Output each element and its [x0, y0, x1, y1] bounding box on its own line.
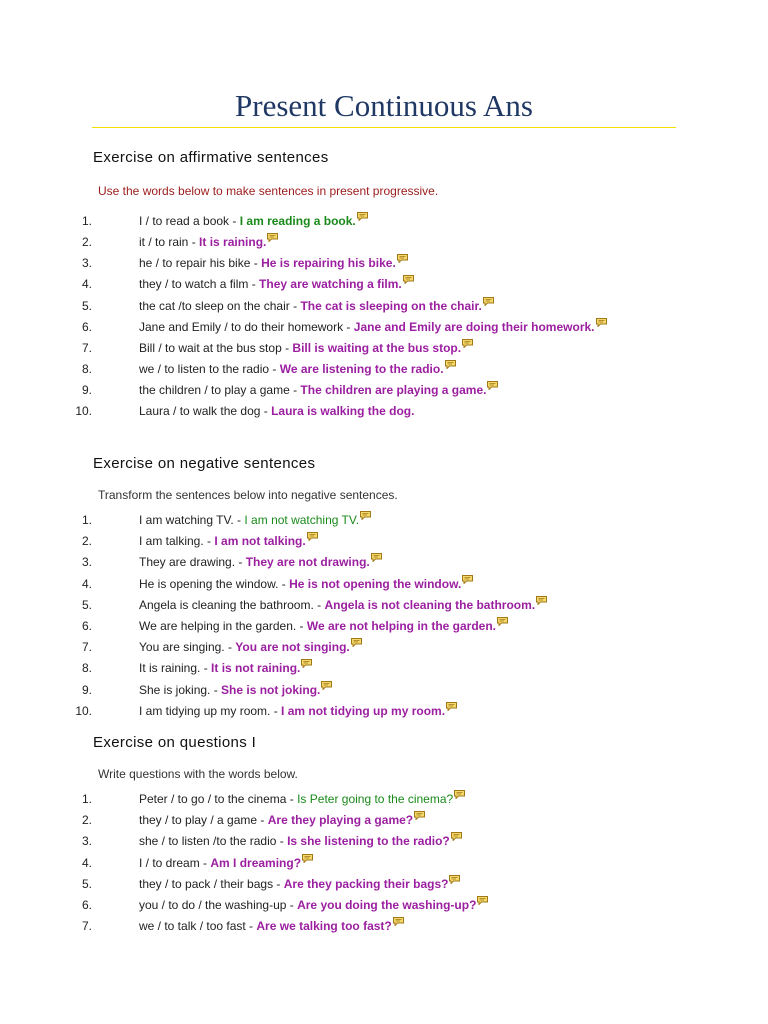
item-line — [139, 896, 488, 914]
item-line — [139, 212, 368, 230]
item-answer: Are we talking too fast? — [256, 919, 392, 934]
item-answer: They are not drawing. — [245, 555, 370, 570]
item-prompt: He is opening the window. - — [139, 576, 290, 591]
comment-note-icon[interactable] — [397, 254, 408, 263]
item-number: 5. — [81, 876, 92, 891]
item-number: 2. — [81, 534, 92, 549]
comment-note-icon[interactable] — [445, 360, 456, 369]
exercise-item — [0, 381, 768, 399]
item-answer: She is not joking. — [221, 682, 321, 697]
item-number: 1. — [81, 792, 92, 806]
item-line — [139, 381, 498, 399]
comment-note-icon[interactable] — [596, 318, 607, 327]
title-divider — [92, 127, 676, 128]
item-number: 4. — [81, 576, 92, 591]
item-prompt: Laura / to walk the dog - — [139, 404, 272, 419]
exercise-item — [0, 681, 768, 699]
item-prompt: we / to listen to the radio - — [139, 362, 280, 377]
exercise-item — [0, 875, 768, 893]
item-number: 9. — [81, 682, 92, 697]
item-line — [139, 811, 425, 829]
item-line — [139, 339, 473, 357]
section-instruction: Write questions with the words below. — [98, 767, 298, 781]
exercise-item — [0, 659, 768, 677]
item-prompt: Peter / to go / to the cinema - — [139, 792, 298, 806]
section-heading: Exercise on affirmative sentences — [93, 149, 329, 166]
exercise-item — [0, 553, 768, 571]
comment-note-icon[interactable] — [403, 275, 414, 284]
item-answer: Jane and Emily are doing their homework. — [353, 319, 595, 334]
exercise-item — [0, 832, 768, 850]
item-line — [139, 553, 382, 571]
item-line — [139, 297, 494, 315]
section-heading: Exercise on questions I — [93, 734, 257, 751]
item-prompt: I / to dream - — [139, 855, 211, 870]
exercise-item — [0, 339, 768, 357]
item-line — [139, 854, 313, 872]
item-number: 6. — [81, 319, 92, 334]
exercise-item — [0, 254, 768, 272]
item-answer: Angela is not cleaning the bathroom. — [324, 597, 536, 612]
comment-note-icon[interactable] — [393, 917, 404, 926]
item-number: 6. — [81, 897, 92, 912]
item-number: 2. — [81, 235, 92, 250]
item-prompt: Jane and Emily / to do their homework - — [139, 319, 354, 334]
item-line — [139, 596, 547, 614]
item-prompt: they / to watch a film - — [139, 277, 260, 292]
item-prompt: I / to read a book - — [139, 214, 240, 228]
comment-note-icon[interactable] — [462, 575, 473, 584]
item-line — [139, 702, 457, 720]
comment-note-icon[interactable] — [483, 297, 494, 306]
item-prompt: It is raining. - — [139, 661, 212, 676]
item-answer: It is not raining. — [211, 661, 301, 676]
item-prompt: We are helping in the garden. - — [139, 619, 307, 633]
section-instruction: Transform the sentences below into negative sentences. — [98, 488, 398, 502]
exercise-item — [0, 790, 768, 808]
item-answer: You are not singing. — [235, 640, 350, 655]
item-line — [139, 233, 278, 251]
comment-note-icon[interactable] — [371, 553, 382, 562]
item-answer: Are you doing the washing-up? — [297, 897, 477, 912]
item-prompt: she / to listen /to the radio - — [139, 834, 288, 849]
item-number: 4. — [81, 277, 92, 292]
item-number: 7. — [81, 919, 92, 934]
exercise-item — [0, 297, 768, 315]
item-prompt: the cat /to sleep on the chair - — [139, 298, 301, 313]
item-line — [139, 402, 414, 420]
exercise-item — [0, 402, 768, 420]
comment-note-icon[interactable] — [301, 659, 312, 668]
item-line — [139, 875, 460, 893]
item-prompt: I am tidying up my room. - — [139, 703, 282, 718]
comment-note-icon[interactable] — [446, 702, 457, 711]
item-answer: Is she listening to the radio? — [287, 834, 450, 849]
section-heading: Exercise on negative sentences — [93, 455, 316, 472]
comment-note-icon[interactable] — [536, 596, 547, 605]
page-title: Present Continuous Ans — [235, 88, 533, 123]
item-line — [139, 532, 318, 550]
exercise-item — [0, 212, 768, 230]
comment-note-icon[interactable] — [302, 854, 313, 863]
item-answer: The cat is sleeping on the chair. — [300, 298, 482, 313]
comment-note-icon[interactable] — [477, 896, 488, 905]
item-line — [139, 318, 607, 336]
item-prompt: She is joking. - — [139, 682, 222, 697]
item-line — [139, 638, 362, 656]
item-line — [139, 617, 508, 635]
exercise-item — [0, 532, 768, 550]
comment-note-icon[interactable] — [451, 832, 462, 841]
item-answer: I am reading a book. — [239, 214, 356, 228]
item-prompt: You are singing. - — [139, 640, 236, 655]
exercise-item — [0, 811, 768, 829]
item-line — [139, 511, 371, 529]
comment-note-icon[interactable] — [487, 381, 498, 390]
item-answer: They are watching a film. — [259, 277, 402, 292]
comment-note-icon[interactable] — [462, 339, 473, 348]
item-answer: Are they packing their bags? — [283, 876, 449, 891]
item-answer: Are they playing a game? — [267, 813, 414, 828]
exercise-item — [0, 638, 768, 656]
comment-note-icon[interactable] — [360, 511, 371, 520]
item-answer: I am not watching TV. — [244, 513, 360, 527]
item-number: 5. — [81, 298, 92, 313]
item-prompt: I am talking. - — [139, 534, 215, 549]
comment-note-icon[interactable] — [497, 617, 508, 626]
item-number: 3. — [81, 834, 92, 849]
item-prompt: they / to play / a game - — [139, 813, 268, 828]
comment-note-icon[interactable] — [351, 638, 362, 647]
item-line — [139, 275, 414, 293]
item-number: 3. — [81, 256, 92, 271]
item-line — [139, 917, 404, 935]
item-answer: Laura is walking the dog. — [271, 404, 415, 419]
comment-note-icon[interactable] — [414, 811, 425, 820]
item-line — [139, 790, 465, 808]
comment-note-icon[interactable] — [267, 233, 278, 242]
item-prompt: you / to do / the washing-up - — [139, 897, 298, 912]
exercise-item — [0, 275, 768, 293]
item-prompt: Angela is cleaning the bathroom. - — [139, 597, 325, 612]
exercise-item — [0, 854, 768, 872]
item-line — [139, 832, 462, 850]
item-line — [139, 360, 456, 378]
item-number: 9. — [81, 383, 92, 398]
item-number: 7. — [81, 340, 92, 355]
item-number: 10. — [75, 404, 92, 419]
item-answer: I am not talking. — [214, 534, 306, 549]
item-number: 1. — [81, 513, 92, 527]
item-answer: Bill is waiting at the bus stop. — [292, 340, 462, 355]
item-answer: The children are playing a game. — [300, 383, 487, 398]
exercise-item — [0, 617, 768, 635]
comment-note-icon[interactable] — [454, 790, 465, 799]
exercise-item — [0, 596, 768, 614]
item-number: 4. — [81, 855, 92, 870]
section-instruction: Use the words below to make sentences in present progressive. — [98, 184, 439, 198]
item-line — [139, 254, 408, 272]
item-answer: It is raining. — [199, 235, 267, 250]
item-answer: He is repairing his bike. — [261, 256, 396, 271]
item-line — [139, 681, 332, 699]
item-answer: I am not tidying up my room. — [281, 703, 446, 718]
item-number: 10. — [75, 703, 92, 718]
item-answer: Is Peter going to the cinema? — [297, 792, 454, 806]
item-number: 7. — [81, 640, 92, 655]
item-number: 5. — [81, 597, 92, 612]
item-prompt: They are drawing. - — [139, 555, 246, 570]
item-prompt: the children / to play a game - — [139, 383, 301, 398]
item-prompt: I am watching TV. - — [139, 513, 245, 527]
exercise-item — [0, 233, 768, 251]
item-number: 3. — [81, 555, 92, 570]
item-prompt: they / to pack / their bags - — [139, 876, 284, 891]
item-number: 8. — [81, 362, 92, 377]
comment-note-icon[interactable] — [307, 532, 318, 541]
comment-note-icon[interactable] — [449, 875, 460, 884]
item-answer: We are listening to the radio. — [279, 362, 444, 377]
comment-note-icon[interactable] — [357, 212, 368, 221]
exercise-item — [0, 702, 768, 720]
item-prompt: he / to repair his bike - — [139, 256, 262, 271]
item-answer: We are not helping in the garden. — [306, 619, 497, 633]
exercise-item — [0, 511, 768, 529]
item-answer: Am I dreaming? — [210, 855, 302, 870]
item-number: 2. — [81, 813, 92, 828]
comment-note-icon[interactable] — [321, 681, 332, 690]
exercise-item — [0, 360, 768, 378]
item-prompt: it / to rain - — [139, 235, 200, 250]
item-prompt: Bill / to wait at the bus stop - — [139, 340, 293, 355]
exercise-item — [0, 917, 768, 935]
exercise-item — [0, 318, 768, 336]
item-number: 1. — [81, 214, 92, 228]
item-answer: He is not opening the window. — [289, 576, 462, 591]
item-line — [139, 575, 473, 593]
item-number: 6. — [81, 619, 92, 633]
item-number: 8. — [81, 661, 92, 676]
exercise-item — [0, 575, 768, 593]
exercise-item — [0, 896, 768, 914]
item-prompt: we / to talk / too fast - — [139, 919, 257, 934]
item-line — [139, 659, 312, 677]
